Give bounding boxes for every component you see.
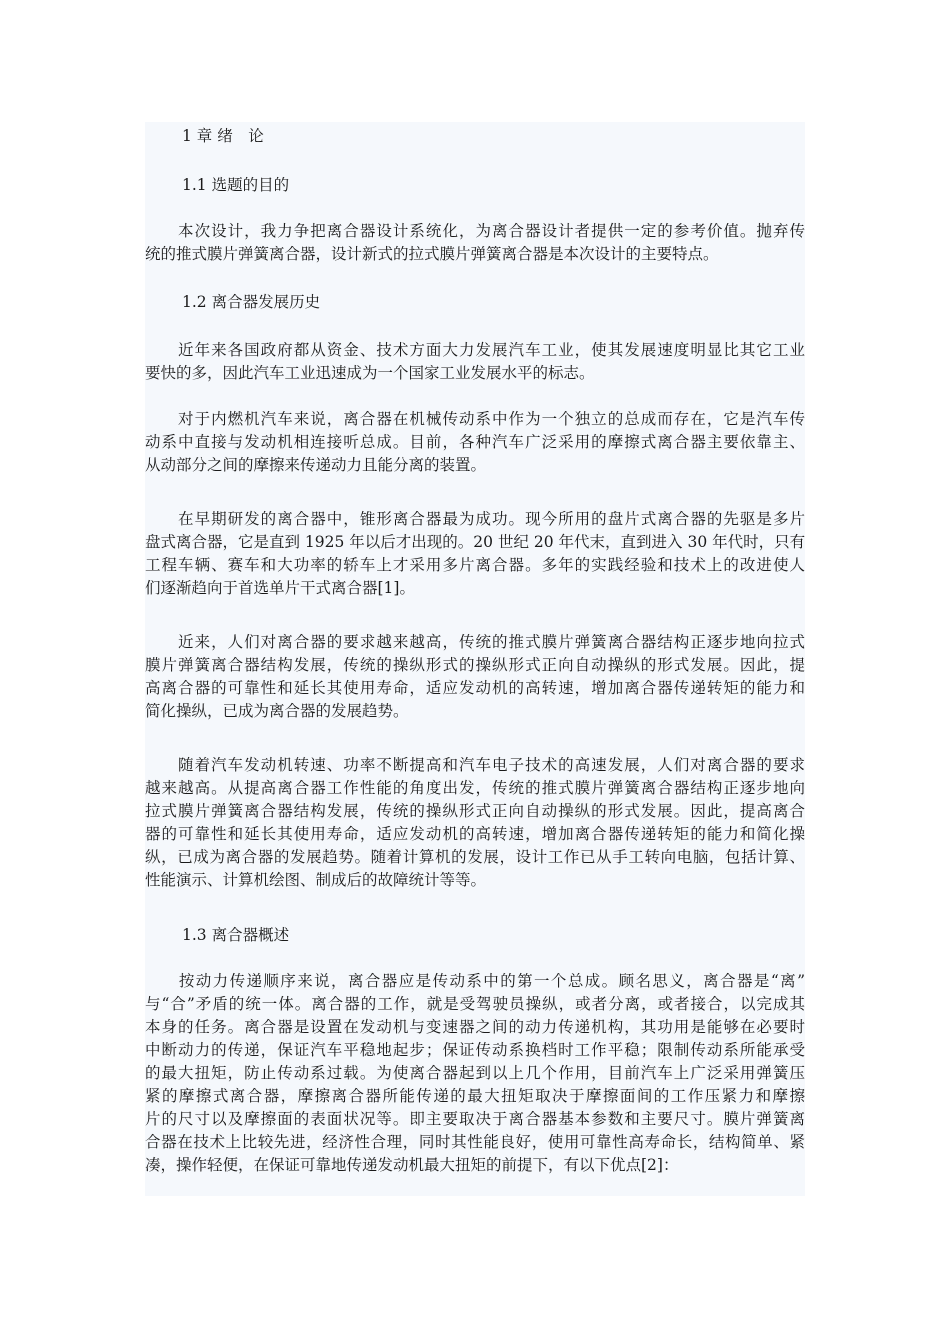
paragraph-line: 合器在技术上比较先进，经济性合理，同时其性能良好，使用可靠性高寿命长，结构简单、紧 — [145, 1133, 805, 1151]
paragraph-line: 近来，人们对离合器的要求越来越高，传统的推式膜片弹簧离合器结构正逐步地向拉式 — [145, 633, 805, 651]
paragraph-line: 随着汽车发动机转速、功率不断提高和汽车电子技术的高速发展，人们对离合器的要求 — [145, 756, 805, 774]
document-body — [145, 122, 805, 1196]
paragraph-line: 拉式膜片弹簧离合器结构发展，传统的操纵形式正向自动操纵的形式发展。因此，提高离合 — [145, 802, 805, 820]
paragraph-line: 统的推式膜片弹簧离合器，设计新式的拉式膜片弹簧离合器是本次设计的主要特点。 — [145, 245, 719, 263]
chapter-title: 1 章 绪 论 — [182, 127, 264, 145]
paragraph-line: 盘式离合器，它是直到 1925 年以后才出现的。20 世纪 20 年代末，直到进入 30 年代时，只有 — [145, 533, 806, 551]
paragraph-line: 按动力传递顺序来说，离合器应是传动系中的第一个总成。顾名思义，离合器是“离” — [145, 972, 805, 990]
paragraph-line: 纵，已成为离合器的发展趋势。随着计算机的发展，设计工作已从手工转向电脑，包括计算、 — [145, 848, 805, 866]
paragraph-line: 中断动力的传递，保证汽车平稳地起步；保证传动系换档时工作平稳；限制传动系所能承受 — [145, 1041, 805, 1059]
paragraph-line: 器的可靠性和延长其使用寿命，适应发动机的高转速，增加离合器传递转矩的能力和简化操 — [145, 825, 805, 843]
paragraph-line: 从动部分之间的摩擦来传递动力且能分离的装置。 — [145, 456, 487, 474]
paragraph-line: 简化操纵，已成为离合器的发展趋势。 — [145, 702, 409, 720]
paragraph-line: 本身的任务。离合器是设置在发动机与变速器之间的动力传递机构，其功用是能够在必要时 — [145, 1018, 805, 1036]
section-heading-1-3: 1.3 离合器概述 — [182, 926, 290, 944]
paragraph-line: 动系中直接与发动机相连接听总成。目前，各种汽车广泛采用的摩擦式离合器主要依靠主、 — [145, 433, 805, 451]
paragraph-line: 要快的多，因此汽车工业迅速成为一个国家工业发展水平的标志。 — [145, 364, 595, 382]
paragraph-line: 在早期研发的离合器中，锥形离合器最为成功。现今所用的盘片式离合器的先驱是多片 — [145, 510, 805, 528]
section-heading-1-1: 1.1 选题的目的 — [182, 176, 290, 194]
paragraph-line: 凑，操作轻便，在保证可靠地传递发动机最大扭矩的前提下，有以下优点[2]： — [145, 1156, 679, 1174]
paragraph-line: 紧的摩擦式离合器，摩擦离合器所能传递的最大扭矩取决于摩擦面间的工作压紧力和摩擦 — [145, 1087, 805, 1105]
paragraph-line: 性能演示、计算机绘图、制成后的故障统计等等。 — [145, 871, 487, 889]
paragraph-line: 本次设计，我力争把离合器设计系统化，为离合器设计者提供一定的参考价值。抛弃传 — [145, 222, 805, 240]
paragraph-line: 越来越高。从提高离合器工作性能的角度出发，传统的推式膜片弹簧离合器结构正逐步地向 — [145, 779, 805, 797]
paragraph-line: 高离合器的可靠性和延长其使用寿命，适应发动机的高转速，增加离合器传递转矩的能力和 — [145, 679, 805, 697]
paragraph-line: 膜片弹簧离合器结构发展，传统的操纵形式的操纵形式正向自动操纵的形式发展。因此，提 — [145, 656, 805, 674]
paragraph-line: 们逐渐趋向于首选单片干式离合器[1]。 — [145, 579, 415, 597]
paragraph-line: 的最大扭矩，防止传动系过载。为使离合器起到以上几个作用，目前汽车上广泛采用弹簧压 — [145, 1064, 805, 1082]
section-heading-1-2: 1.2 离合器发展历史 — [182, 293, 321, 311]
paragraph-line: 片的尺寸以及摩擦面的表面状况等。即主要取决于离合器基本参数和主要尺寸。膜片弹簧离 — [145, 1110, 805, 1128]
paragraph-line: 对于内燃机汽车来说，离合器在机械传动系中作为一个独立的总成而存在，它是汽车传 — [145, 410, 805, 428]
paragraph-line: 工程车辆、赛车和大功率的轿车上才采用多片离合器。多年的实践经验和技术上的改进使人 — [145, 556, 805, 574]
paragraph-line: 近年来各国政府都从资金、技术方面大力发展汽车工业，使其发展速度明显比其它工业 — [145, 341, 805, 359]
paragraph-line: 与“合”矛盾的统一体。离合器的工作，就是受驾驶员操纵，或者分离，或者接合，以完成其 — [145, 995, 805, 1013]
